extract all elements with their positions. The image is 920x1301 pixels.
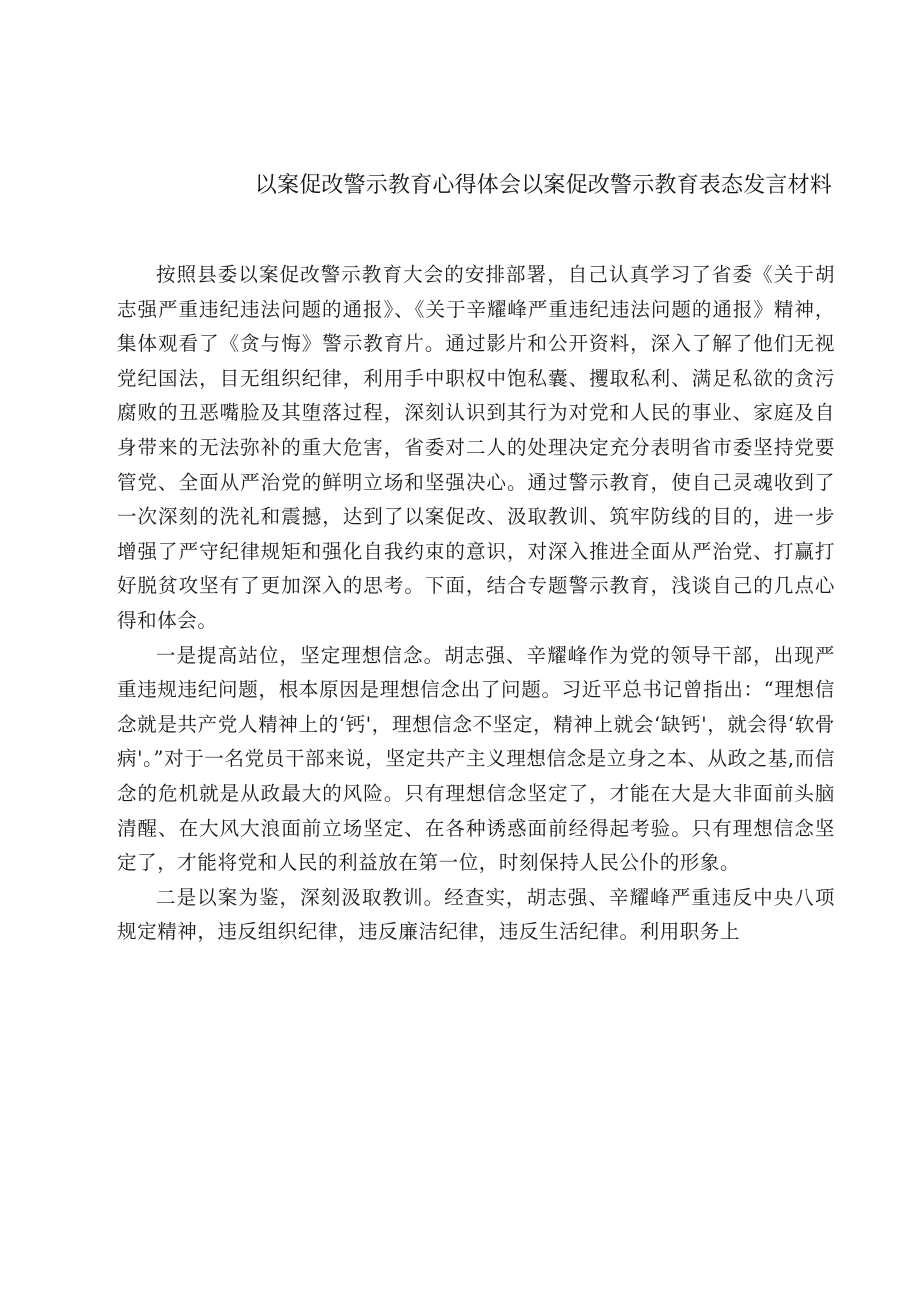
document-body (117, 258, 835, 950)
paragraph-point-two: 二是以案为鉴，深刻汲取教训。经查实，胡志强、辛耀峰严重违反中央八项规定精神，违反组织纪律，违反廉洁纪律，违反生活纪律。利用职务上 (117, 885, 835, 944)
paragraph-point-one: 一是提高站位，坚定理想信念。胡志强、辛耀峰作为党的领导干部，出现严重违规违纪问题，根本原因是理想信念出了问题。习近平总书记曾指出：“理想信念就是共产党人精神上的‘钙'，理想信念不坚定，精神上就会‘缺钙'，就会得‘软骨病'。”对于一名党员干部来说，坚定共产主义理想信念是立身之本、从政之基,而信念的危机就是从政最大的风险。只有理想信念坚定了，才能在大是大非面前头脑清醒、在大风大浪面前立场坚定、在各种诱惑面前经得起考验。只有理想信念坚定了，才能将党和人民的利益放在第一位，时刻保持人民公仆的形象。 (117, 643, 835, 875)
document-title: 以案促改警示教育心得体会以案促改警示教育表态发言材料 (254, 173, 832, 198)
paragraph-intro: 按照县委以案促改警示教育大会的安排部署，自己认真学习了省委《关于胡志强严重违纪违法问题的通报》、《关于辛耀峰严重违纪违法问题的通报》精神，集体观看了《贪与悔》警示教育片。通过影片和公开资料，深入了解了他们无视党纪国法，目无组织纪律，利用手中职权中饱私囊、攫取私利、满足私欲的贪污腐败的丑恶嘴脸及其堕落过程，深刻认识到其行为对党和人民的事业、家庭及自身带来的无法弥补的重大危害，省委对二人的处理决定充分表明省市委坚持党要管党、全面从严治党的鲜明立场和坚强决心。通过警示教育，使自己灵魂收到了一次深刻的洗礼和震撼，达到了以案促改、汲取教训、筑牢防线的目的，进一步增强了严守纪律规矩和强化自我约束的意识，对深入推进全面从严治党、打赢打好脱贫攻坚有了更加深入的思考。下面，结合专题警示教育，浅谈自己的几点心得和体会。 (117, 263, 835, 632)
